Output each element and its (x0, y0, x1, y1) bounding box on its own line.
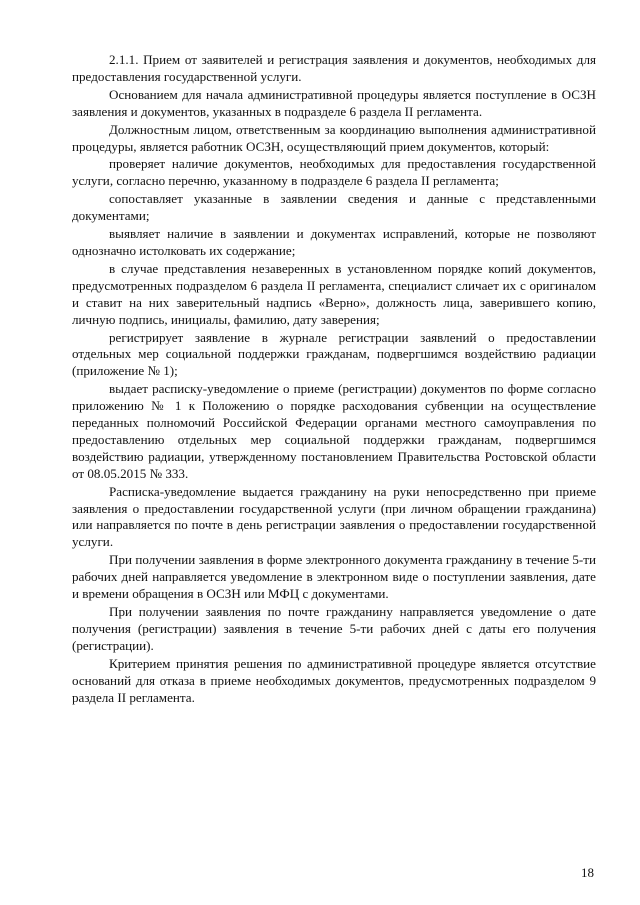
paragraph: Расписка-уведомление выдается гражданину на руки непосредственно при приеме заявления о предоставлении государственной услуги (при личном обращении гражданина) или направляется по почте в день регистрации заявления о предоставлении государственной услуги. (72, 483, 596, 550)
paragraph: проверяет наличие документов, необходимых для предоставления государственной услуги, согласно перечню, указанному в подразделе 6 раздела II регламента; (72, 156, 596, 189)
paragraph: выявляет наличие в заявлении и документах исправлений, которые не позволяют однозначно истолковать их содержание; (72, 226, 596, 258)
paragraph: При получении заявления в форме электронного документа гражданину в течение 5-ти рабочих дней направляется уведомление в электронном виде о поступлении заявления, дате и времени обращения в ОСЗН или МФЦ с документами. (72, 552, 596, 602)
paragraph: в случае представления незаверенных в установленном порядке копий документов, предусмотренных подразделом 6 раздела II регламента, специалист сличает их с оригиналом и ставит на них заверительный надпись «Верно», должность лица, заверившего копию, личную подпись, инициалы, фамилию, дату заверения; (72, 260, 596, 327)
paragraph: регистрирует заявление в журнале регистрации заявлений о предоставлении отдельных мер социальной поддержки гражданам, подвергшимся воздействию радиации (приложение № 1); (72, 329, 596, 379)
paragraph: Должностным лицом, ответственным за координацию выполнения административной процедуры, является работник ОСЗН, осуществляющий прием документов, который: (72, 121, 596, 154)
paragraph: При получении заявления по почте гражданину направляется уведомление о дате получения (регистрации) заявления в течение 5-ти рабочих дней с даты его получения (регистрации). (72, 604, 596, 653)
page-number: 18 (581, 865, 594, 880)
paragraph: сопоставляет указанные в заявлении сведения и данные с представленными документами; (72, 191, 596, 224)
document-body (72, 52, 596, 706)
paragraph: Основанием для начала административной процедуры является поступление в ОСЗН заявления и документов, указанных в подразделе 6 раздела II регламента. (72, 86, 596, 119)
paragraph: 2.1.1. Прием от заявителей и регистрация заявления и документов, необходимых для предоставления государственной услуги. (72, 52, 596, 84)
paragraph: Критерием принятия решения по административной процедуре является отсутствие оснований для отказа в приеме необходимых документов, предусмотренных подразделом 9 раздела II регламента. (72, 655, 596, 705)
paragraph: выдает расписку-уведомление о приеме (регистрации) документов по форме согласно приложению № 1 к Положению о порядке расходования субвенции на осуществление переданных полномочий Российской Федерации органами местного самоуправления по предоставлению отдельных мер социальной поддержки гражданам, подвергшимся воздействию радиации, утвержденному постановлением Правительства Ростовской области от 08.05.2015 № 333. (72, 381, 596, 481)
